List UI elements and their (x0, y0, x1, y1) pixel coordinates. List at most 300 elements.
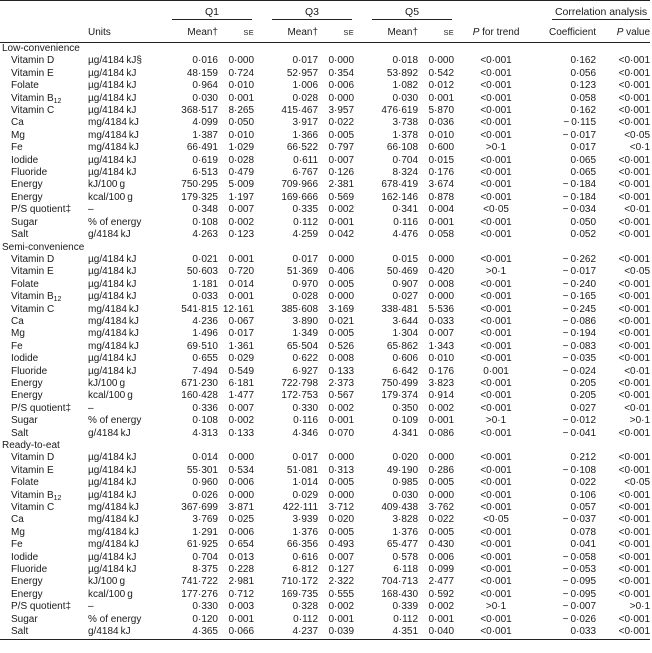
table-row (0, 204, 650, 216)
p-trend: <0·001 (480, 179, 512, 191)
unit-cell: mg/4184 kJ (88, 328, 139, 340)
table-row (0, 105, 650, 117)
spacer (254, 80, 268, 92)
q1-se: 6·181 (228, 377, 255, 389)
table-row (0, 155, 650, 167)
q3-mean: 0·328 (292, 601, 319, 613)
q3-mean: 0·017 (292, 55, 319, 67)
table-row (0, 415, 650, 427)
coefficient: 0·058 (570, 92, 597, 104)
q3-se: 0·005 (328, 278, 355, 290)
spacer (254, 601, 268, 613)
q5-mean: 3·828 (392, 514, 419, 526)
coefficient: 0·123 (570, 80, 597, 92)
q3-mean: 0·622 (292, 353, 319, 365)
p-value: <0·001 (618, 464, 651, 476)
q1-mean: 1·496 (192, 328, 218, 340)
q5-mean: 4·476 (392, 229, 419, 241)
spacer (254, 68, 268, 80)
q1-mean: 0·619 (192, 154, 218, 166)
nutrient-label: Fe (11, 340, 23, 352)
p-value: <0·001 (618, 452, 651, 464)
nutrient-label: Iodide (11, 353, 39, 365)
q1-mean: 741·722 (181, 576, 218, 588)
spacer (254, 415, 268, 427)
nutrient-name (0, 341, 88, 353)
nutrient-label: Ca (11, 117, 24, 129)
unit-cell: µg/4184 kJ (88, 80, 137, 92)
p-value: >0·1 (629, 415, 651, 427)
p-value: <0·001 (618, 551, 651, 563)
q5-se: 0·015 (428, 154, 455, 166)
nutrient-name (0, 155, 88, 167)
nutrient-label: P/S quotient‡ (11, 601, 72, 613)
nutrient-label: Iodide (11, 551, 39, 563)
q5-mean: 0·112 (393, 613, 419, 625)
spacer (354, 564, 368, 576)
p-trend: >0·1 (485, 266, 507, 278)
q1-se: 0·000 (228, 55, 255, 67)
p-trend: <0·001 (480, 526, 512, 538)
table-row (0, 80, 650, 92)
nutrient-label: Fluoride (11, 167, 48, 179)
table-row (0, 117, 650, 129)
nutrient-label: Salt (11, 229, 29, 241)
q3-mean: 0·029 (292, 489, 319, 501)
unit-cell: µg/4184 kJ (88, 452, 137, 464)
coefficient: 0·057 (570, 502, 597, 514)
p-value: <0·001 (618, 514, 651, 526)
table-row (0, 304, 650, 316)
spacer (254, 527, 268, 539)
unit-cell: µg/4184 kJ (88, 291, 137, 303)
q1-mean: 66·491 (186, 142, 218, 154)
nutrient-name (0, 514, 88, 526)
spacer (354, 614, 368, 626)
spacer (254, 477, 268, 489)
q1-mean: 8·375 (192, 564, 218, 576)
p-trend: <0·05 (483, 204, 509, 216)
q1-se: 0·654 (228, 539, 255, 551)
q1-mean: 61·925 (186, 539, 218, 551)
q5-mean: 4·341 (392, 427, 419, 439)
q3-se: 0·567 (328, 390, 355, 402)
q1-mean: 179·325 (181, 191, 218, 203)
spacer (254, 564, 268, 576)
spacer (254, 204, 268, 216)
spacer (254, 366, 268, 378)
q1-mean: 0·108 (192, 415, 218, 427)
p-value: <0·001 (618, 92, 651, 104)
q1-se: 0·001 (228, 613, 255, 625)
nutrient-label: P/S quotient‡ (11, 402, 72, 414)
coefficient: − 0·017 (562, 129, 597, 141)
spacer (254, 552, 268, 564)
spacer (254, 117, 268, 129)
p-trend: >0·1 (485, 601, 507, 613)
section-title: Semi-convenience (2, 241, 85, 253)
nutrient-label: Energy (11, 576, 43, 588)
nutrient-label: Vitamin D (11, 253, 55, 265)
spacer (354, 328, 368, 340)
q5-se: 0·000 (428, 452, 455, 464)
q1-se: 0·006 (228, 477, 255, 489)
nutrient-label: Energy (11, 179, 43, 191)
spacer (354, 55, 368, 67)
coefficient: 0·017 (570, 142, 597, 154)
table-row (0, 130, 650, 142)
q1-se: 0·007 (228, 402, 255, 414)
spacer (254, 452, 268, 464)
p-value: <0·001 (618, 179, 651, 191)
p-value: <0·01 (624, 402, 651, 414)
spacer (254, 589, 268, 601)
table-row (0, 229, 650, 241)
q3-se: 0·126 (328, 167, 355, 179)
spacer (254, 93, 268, 105)
q1-se: 3·871 (228, 502, 255, 514)
p-value: <0·001 (618, 377, 651, 389)
unit-cell: g/4184 kJ (88, 229, 131, 241)
coefficient: 0·041 (570, 539, 597, 551)
p-trend: <0·001 (480, 464, 512, 476)
q1-se: 0·479 (228, 167, 255, 179)
coefficient: − 0·007 (562, 601, 597, 613)
nutrient-subscript: 12 (53, 296, 62, 304)
nutrient-name (0, 316, 88, 328)
q1-mean: 0·030 (192, 92, 218, 104)
nutrient-label: Vitamin B (11, 92, 54, 104)
spacer (354, 477, 368, 489)
q1-mean: 177·276 (181, 588, 218, 600)
q3-mean: 0·028 (292, 92, 319, 104)
q5-mean: 409·438 (381, 502, 419, 514)
nutrient-label: Vitamin E (11, 464, 54, 476)
coefficient: 0·205 (570, 390, 597, 402)
p-value: <0·001 (618, 216, 651, 228)
nutrient-label: Vitamin E (11, 266, 54, 278)
p-trend: >0·1 (485, 415, 507, 427)
q5-mean: 0·030 (392, 489, 419, 501)
col-units: Units (88, 27, 111, 39)
q3-mean: 172·753 (281, 390, 319, 402)
q3-mean: 1·349 (292, 328, 319, 340)
q1-se: 0·010 (228, 129, 255, 141)
q1-se: 1·361 (228, 340, 255, 352)
nutrient-label: Iodide (11, 154, 39, 166)
q3-se: 0·005 (328, 328, 355, 340)
nutrient-label: Vitamin E (11, 67, 54, 79)
spacer (354, 254, 368, 266)
q3-se: 0·001 (328, 415, 355, 427)
p-value: <0·001 (618, 328, 651, 340)
nutrient-name (0, 266, 88, 278)
coefficient: 0·052 (570, 229, 597, 241)
spacer (254, 403, 268, 415)
q3-se: 0·569 (328, 191, 355, 203)
q5-mean: 0·985 (392, 477, 419, 489)
column-header-row (0, 25, 650, 43)
q1-mean: 1·181 (192, 278, 218, 290)
spacer (354, 93, 368, 105)
nutrient-name (0, 390, 88, 402)
nutrient-subscript: 12 (53, 494, 62, 502)
p-trend: <0·001 (480, 315, 512, 327)
q3-se: 0·002 (328, 601, 355, 613)
spacer (354, 428, 368, 440)
coefficient: − 0·194 (562, 328, 597, 340)
q1-mean: 1·387 (192, 129, 218, 141)
q3-se: 0·005 (328, 526, 355, 538)
q1-mean: 541·815 (181, 303, 218, 315)
spacer (354, 452, 368, 464)
q1-mean: 0·704 (192, 551, 218, 563)
spacer (354, 601, 368, 613)
q5-mean: 1·304 (392, 328, 419, 340)
p-value: <0·001 (618, 564, 651, 576)
q5-mean: 750·499 (381, 377, 419, 389)
unit-cell: µg/4184 kJ (88, 464, 137, 476)
q5-se: 0·058 (428, 229, 455, 241)
q5-se: 0·022 (428, 514, 455, 526)
table-row (0, 341, 650, 353)
spacer (354, 142, 368, 154)
q5-mean: 8·324 (392, 167, 419, 179)
spacer (254, 192, 268, 204)
q3-mean: 3·917 (292, 117, 319, 129)
spacer (354, 217, 368, 229)
nutrient-name (0, 93, 88, 105)
q1-se: 0·007 (228, 204, 255, 216)
table-row (0, 179, 650, 191)
q3-mean: 1·006 (292, 80, 319, 92)
q5-se: 5·536 (428, 303, 455, 315)
q3-mean: 0·112 (293, 613, 319, 625)
nutrient-name (0, 601, 88, 613)
spacer (254, 105, 268, 117)
table-row (0, 589, 650, 601)
q1-mean: 6·513 (192, 167, 218, 179)
unit-cell: kJ/100 g (88, 179, 126, 191)
unit-cell: kcal/100 g (88, 191, 133, 203)
p-trend: <0·001 (480, 588, 512, 600)
q3-se: 2·322 (328, 576, 355, 588)
p-trend: <0·001 (480, 291, 512, 303)
q1-mean: 0·108 (192, 216, 218, 228)
spacer (354, 117, 368, 129)
q5-se: 0·592 (428, 588, 455, 600)
nutrient-name (0, 428, 88, 440)
q5-mean: 66·108 (386, 142, 419, 154)
coefficient: − 0·034 (562, 204, 597, 216)
unit-cell: µg/4184 kJ (88, 278, 137, 290)
p-trend: <0·001 (480, 489, 512, 501)
p-value: <0·001 (618, 55, 651, 67)
table-row (0, 390, 650, 402)
q1-mean: 3·769 (192, 514, 218, 526)
coefficient: 0·027 (570, 402, 597, 414)
unit-cell: mg/4184 kJ (88, 117, 139, 129)
q5-se: 0·000 (428, 253, 455, 265)
nutrient-label: Fe (11, 142, 23, 154)
p-value: <0·001 (618, 576, 651, 588)
q1-se: 0·066 (228, 626, 255, 638)
nutrient-label: Vitamin C (11, 502, 55, 514)
spacer (354, 589, 368, 601)
col-q3-mean: Mean† (287, 27, 319, 39)
nutrient-name (0, 328, 88, 340)
coefficient: − 0·083 (562, 340, 597, 352)
q1-se: 0·720 (228, 266, 255, 278)
q3-mean: 0·335 (292, 204, 319, 216)
coefficient: − 0·041 (562, 427, 597, 439)
p-trend: <0·001 (480, 105, 512, 117)
nutrient-name (0, 68, 88, 80)
q5-se: 0·600 (428, 142, 455, 154)
p-trend: <0·001 (480, 551, 512, 563)
q5-se: 3·823 (428, 377, 455, 389)
q3-mean: 6·812 (292, 564, 319, 576)
col-q5-mean: Mean† (387, 27, 419, 39)
p-trend: <0·001 (480, 340, 512, 352)
q5-se: 0·033 (428, 315, 455, 327)
q5-mean: 678·419 (381, 179, 419, 191)
q1-mean: 50·603 (186, 266, 218, 278)
table-row (0, 316, 650, 328)
q5-se: 0·000 (428, 55, 455, 67)
q5-mean: 4·351 (392, 626, 419, 638)
p-value: <0·001 (618, 502, 651, 514)
q1-se: 0·000 (228, 489, 255, 501)
nutrient-name (0, 403, 88, 415)
q3-se: 0·002 (328, 402, 355, 414)
p-value: <0·001 (618, 427, 651, 439)
spacer (354, 167, 368, 179)
q3-mean: 52·957 (286, 67, 319, 79)
table-row (0, 328, 650, 340)
coefficient: − 0·095 (562, 588, 597, 600)
q5-mean: 162·146 (381, 191, 419, 203)
q1-mean: 0·336 (192, 402, 218, 414)
q1-mean: 750·295 (181, 179, 218, 191)
unit-cell: µg/4184 kJ (88, 564, 137, 576)
q3-se: 0·001 (328, 216, 355, 228)
nutrient-name (0, 142, 88, 154)
q5-mean: 0·030 (392, 92, 419, 104)
q1-se: 0·025 (228, 514, 255, 526)
spacer (254, 130, 268, 142)
col-p-value: P value (616, 27, 651, 39)
unit-cell: µg/4184 kJ (88, 253, 137, 265)
q3-se: 0·127 (328, 564, 355, 576)
p-value: <0·001 (618, 191, 651, 203)
q5-mean: 0·020 (392, 452, 419, 464)
spacer (254, 576, 268, 588)
q1-mean: 0·014 (192, 452, 218, 464)
p-value: <0·001 (618, 303, 651, 315)
p-value: <0·001 (618, 167, 651, 179)
q3-mean: 0·330 (292, 402, 319, 414)
q1-se: 0·000 (228, 452, 255, 464)
p-trend: <0·001 (480, 539, 512, 551)
q1-se: 8·265 (228, 105, 255, 117)
table-row (0, 452, 650, 464)
q1-se: 0·067 (228, 315, 255, 327)
table-row (0, 477, 650, 489)
nutrient-label: Sugar (11, 415, 38, 427)
q1-mean: 4·313 (192, 427, 218, 439)
unit-cell: µg/4184 kJ (88, 154, 137, 166)
q3-mean: 0·017 (292, 253, 319, 265)
q5-se: 2·477 (428, 576, 455, 588)
unit-cell: µg/4184 kJ (88, 551, 137, 563)
spacer (354, 291, 368, 303)
q3-se: 0·000 (328, 92, 355, 104)
q3-se: 0·555 (328, 588, 355, 600)
q1-mean: 4·263 (192, 229, 218, 241)
q1-se: 0·228 (228, 564, 255, 576)
q3-mean: 65·504 (286, 340, 319, 352)
q5-mean: 0·015 (392, 253, 419, 265)
nutrient-label: Energy (11, 191, 43, 203)
group-correlation: Correlation analysis (552, 6, 650, 19)
unit-cell: µg/4184 kJ (88, 266, 137, 278)
p-trend: <0·001 (480, 80, 512, 92)
p-trend: <0·001 (480, 278, 512, 290)
spacer (354, 527, 368, 539)
spacer (254, 514, 268, 526)
q1-mean: 368·517 (181, 105, 218, 117)
p-trend: <0·001 (480, 390, 512, 402)
nutrient-name (0, 304, 88, 316)
table-row (0, 465, 650, 477)
p-trend: <0·001 (480, 55, 512, 67)
p-value: <0·001 (618, 340, 651, 352)
q1-se: 0·001 (228, 291, 255, 303)
p-trend: <0·001 (480, 117, 512, 129)
unit-cell: mg/4184 kJ (88, 539, 139, 551)
q3-se: 0·002 (328, 204, 355, 216)
spacer (354, 155, 368, 167)
q1-mean: 69·510 (186, 340, 218, 352)
q5-se: 0·099 (428, 564, 455, 576)
p-trend: <0·001 (480, 377, 512, 389)
unit-cell: g/4184 kJ (88, 626, 131, 638)
q3-mean: 1·366 (292, 129, 319, 141)
unit-cell: µg/4184 kJ (88, 105, 137, 117)
nutrient-name (0, 254, 88, 266)
coefficient: 0·065 (570, 154, 597, 166)
q1-se: 0·017 (228, 328, 255, 340)
p-trend: <0·05 (483, 514, 509, 526)
q3-se: 0·008 (328, 353, 355, 365)
q5-mean: 0·578 (392, 551, 419, 563)
q3-se: 0·070 (328, 427, 355, 439)
unit-cell: g/4184 kJ (88, 427, 131, 439)
q5-se: 0·040 (428, 626, 455, 638)
q1-se: 0·010 (228, 80, 255, 92)
q1-se: 0·712 (228, 588, 255, 600)
q5-se: 5·870 (428, 105, 455, 117)
unit-cell: µg/4184 kJ (88, 67, 137, 79)
unit-cell: % of energy (88, 216, 142, 228)
coefficient: − 0·184 (562, 191, 597, 203)
spacer (254, 390, 268, 402)
table-row (0, 55, 650, 67)
spacer (354, 552, 368, 564)
q3-se: 0·042 (328, 229, 355, 241)
spacer (354, 80, 368, 92)
